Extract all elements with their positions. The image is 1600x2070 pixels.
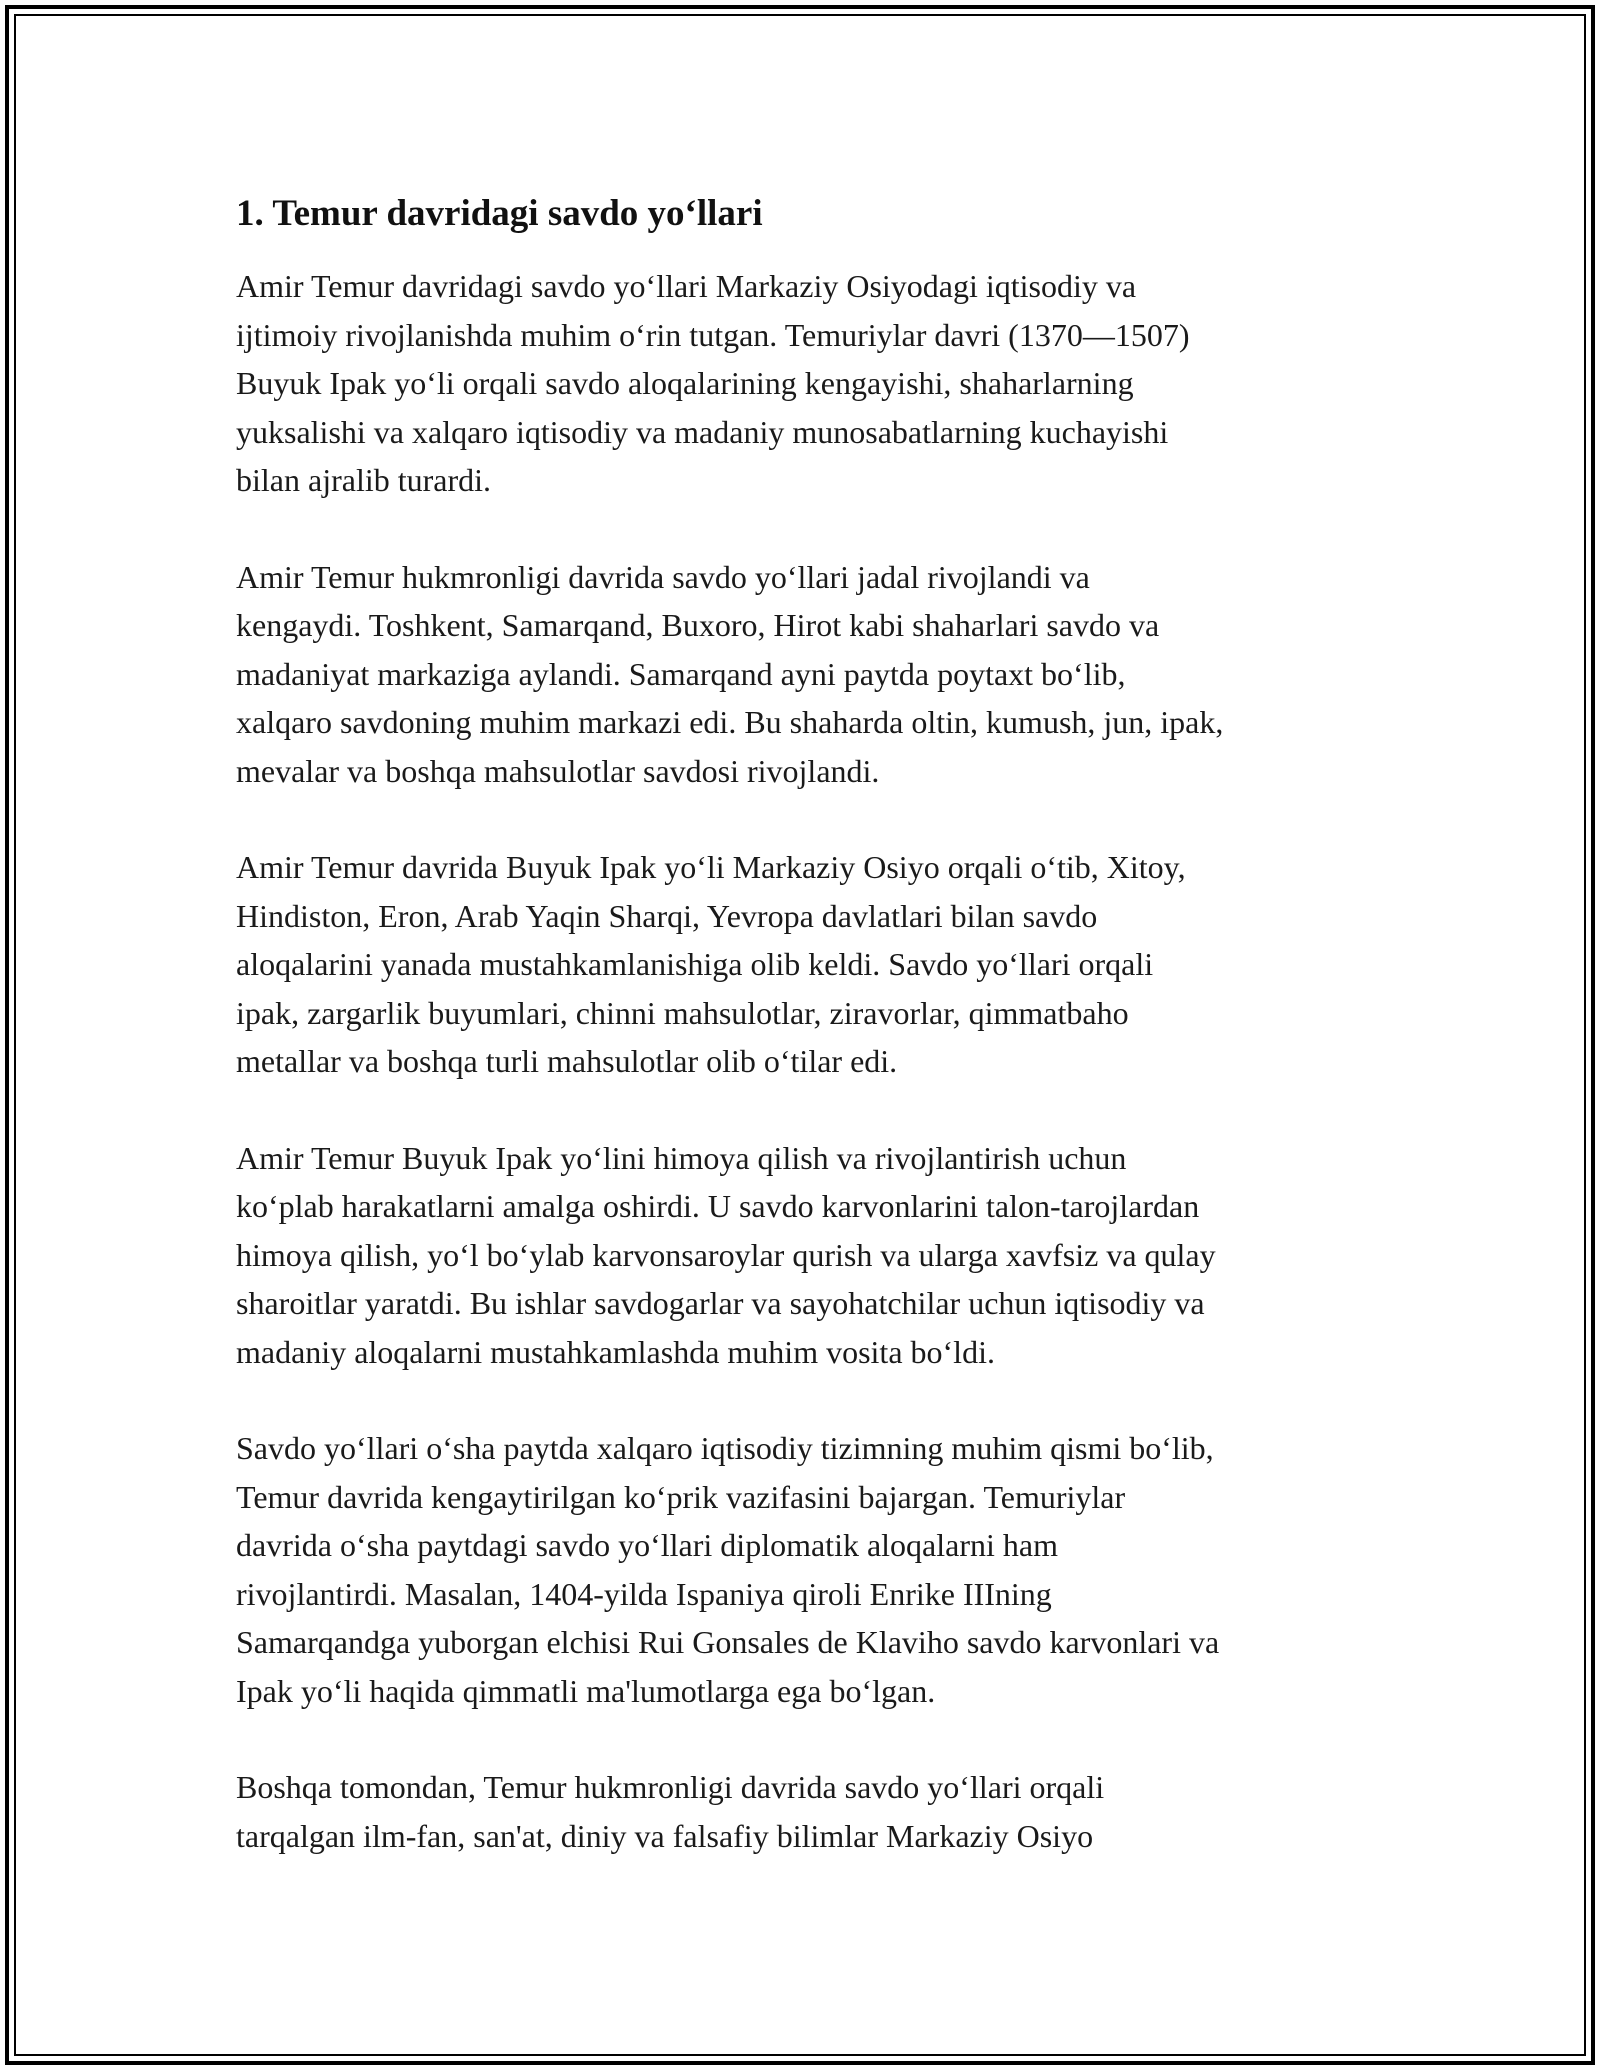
paragraph [236, 262, 1376, 505]
paragraph-line: Savdo yo‘llari o‘sha paytda xalqaro iqtisodiy tizimning muhim qismi bo‘lib, [236, 1430, 1214, 1466]
section-heading: 1. Temur davridagi savdo yo‘llari [236, 193, 763, 234]
paragraph [236, 1763, 1376, 1860]
paragraph-line: sharoitlar yaratdi. Bu ishlar savdogarlar va sayohatchilar uchun iqtisodiy va [236, 1285, 1205, 1321]
paragraph [236, 1134, 1376, 1377]
paragraph-line: tarqalgan ilm-fan, san'at, diniy va falsafiy bilimlar Markaziy Osiyo [236, 1817, 1094, 1854]
paragraph-line: Amir Temur hukmronligi davrida savdo yo‘llari jadal rivojlandi va [236, 558, 1090, 595]
paragraph-line: ijtimoiy rivojlanishda muhim o‘rin tutgan. Temuriylar davri (1370—1507) [236, 316, 1190, 353]
paragraph-line: aloqalarini yanada mustahkamlanishiga olib keldi. Savdo yo‘llari orqali [236, 946, 1154, 982]
paragraph-line: Samarqandga yuborgan elchisi Rui Gonsales de Klaviho savdo karvonlari va [236, 1624, 1220, 1660]
paragraph-line: xalqaro savdoning muhim markazi edi. Bu shaharda oltin, kumush, jun, ipak, [236, 704, 1224, 740]
paragraph [236, 843, 1376, 1086]
paragraph-list [236, 262, 1376, 1860]
paragraph-line: mevalar va boshqa mahsulotlar savdosi rivojlandi. [236, 752, 880, 789]
paragraph-line: Ipak yo‘li haqida qimmatli ma'lumotlarga ega bo‘lgan. [236, 1672, 936, 1709]
paragraph-line: Amir Temur Buyuk Ipak yo‘lini himoya qilish va rivojlantirish uchun [236, 1139, 1127, 1176]
paragraph-line: madaniy aloqalarni mustahkamlashda muhim vosita bo‘ldi. [236, 1333, 995, 1370]
paragraph-line: Temur davrida kengaytirilgan ko‘prik vazifasini bajargan. Temuriylar [236, 1478, 1126, 1515]
paragraph [236, 553, 1376, 796]
paragraph-line: yuksalishi va xalqaro iqtisodiy va madaniy munosabatlarning kuchayishi [236, 413, 1169, 450]
paragraph-line: Amir Temur davridagi savdo yo‘llari Markaziy Osiyodagi iqtisodiy va [236, 268, 1137, 304]
paragraph-line: Amir Temur davrida Buyuk Ipak yo‘li Markaziy Osiyo orqali o‘tib, Xitoy, [236, 849, 1186, 885]
paragraph-line: himoya qilish, yo‘l bo‘ylab karvonsaroylar qurish va ularga xavfsiz va qulay [236, 1236, 1216, 1273]
paragraph-line: Boshqa tomondan, Temur hukmronligi davrida savdo yo‘llari orqali [236, 1769, 1105, 1805]
paragraph-line: madaniyat markaziga aylandi. Samarqand ayni paytda poytaxt bo‘lib, [236, 655, 1126, 692]
paragraph-line: ipak, zargarlik buyumlari, chinni mahsulotlar, ziravorlar, qimmatbaho [236, 994, 1129, 1031]
paragraph-line: bilan ajralib turardi. [236, 462, 492, 498]
paragraph-line: metallar va boshqa turli mahsulotlar olib o‘tilar edi. [236, 1043, 898, 1079]
paragraph-line: rivojlantirdi. Masalan, 1404-yilda Ispaniya qiroli Enrike IIIning [236, 1575, 1052, 1612]
paragraph-line: Hindiston, Eron, Arab Yaqin Sharqi, Yevropa davlatlari bilan savdo [236, 897, 1098, 934]
document-body [236, 186, 1376, 1908]
paragraph-line: davrida o‘sha paytdagi savdo yo‘llari diplomatik aloqalarni ham [236, 1527, 1058, 1563]
paragraph-line: ko‘plab harakatlarni amalga oshirdi. U savdo karvonlarini talon-tarojlardan [236, 1188, 1200, 1224]
paragraph-line: Buyuk Ipak yo‘li orqali savdo aloqalarining kengayishi, shaharlarning [236, 365, 1134, 401]
paragraph [236, 1424, 1376, 1715]
paragraph-line: kengaydi. Toshkent, Samarqand, Buxoro, Hirot kabi shaharlari savdo va [236, 607, 1160, 643]
